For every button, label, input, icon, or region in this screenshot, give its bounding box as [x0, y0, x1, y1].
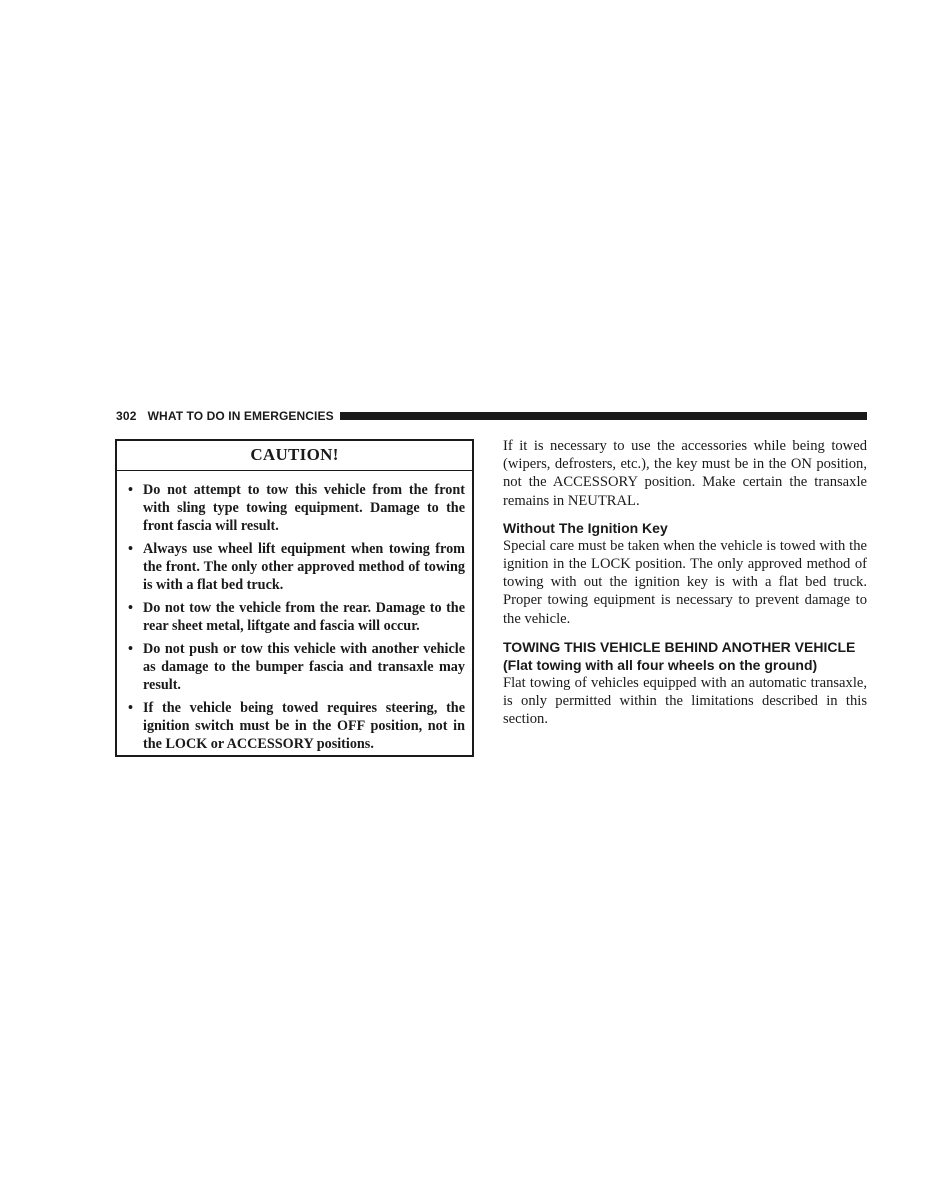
bullet-icon: •: [128, 482, 133, 498]
caution-item: [127, 699, 465, 753]
caution-item: [127, 599, 465, 635]
caution-box: [115, 439, 474, 757]
right-column: [503, 437, 867, 728]
without-key-paragraph: Special care must be taken when the vehicle is towed with the ignition in the LOCK position. The only approved method of towing with out the ignition key is with a flat bed truck. Proper towing equipment is necessary to prevent damage to the vehicle.: [503, 537, 867, 627]
caution-item: [127, 481, 465, 535]
bullet-icon: •: [128, 600, 133, 616]
towing-heading: TOWING THIS VEHICLE BEHIND ANOTHER VEHICLE (Flat towing with all four wheels on the ground): [503, 638, 856, 673]
page-number: 302: [116, 409, 137, 423]
caution-item-text: Always use wheel lift equipment when towing from the front. The only other approved method of towing is with a flat bed truck.: [143, 541, 465, 593]
intro-paragraph: If it is necessary to use the accessories while being towed (wipers, defrosters, etc.), the key must be in the ON position, not the ACCESSORY position. Make certain the transaxle remains in NEUTRAL.: [503, 438, 867, 509]
towing-paragraph: Flat towing of vehicles equipped with an automatic transaxle, is only permitted within the limitations described in this section.: [503, 674, 867, 728]
bullet-icon: •: [128, 700, 133, 716]
caution-item-text: If the vehicle being towed requires steering, the ignition switch must be in the OFF position, not in the LOCK or ACCESSORY positions.: [143, 700, 465, 752]
without-key-heading: Without The Ignition Key: [503, 519, 668, 536]
caution-item: [127, 540, 465, 594]
bullet-icon: •: [128, 541, 133, 557]
header-rule: [340, 412, 867, 420]
page-header: [116, 408, 867, 424]
caution-item-text: Do not tow the vehicle from the rear. Damage to the rear sheet metal, liftgate and fascia will occur.: [143, 600, 465, 634]
caution-item-text: Do not push or tow this vehicle with another vehicle as damage to the bumper fascia and transaxle may result.: [143, 641, 465, 693]
bullet-icon: •: [128, 641, 133, 657]
section-title: WHAT TO DO IN EMERGENCIES: [147, 409, 334, 423]
caution-title: CAUTION!: [117, 441, 472, 471]
caution-item-text: Do not attempt to tow this vehicle from the front with sling type towing equipment. Damage to the front fascia will result.: [143, 482, 465, 534]
caution-item: [127, 640, 465, 694]
caution-list: [117, 471, 472, 753]
